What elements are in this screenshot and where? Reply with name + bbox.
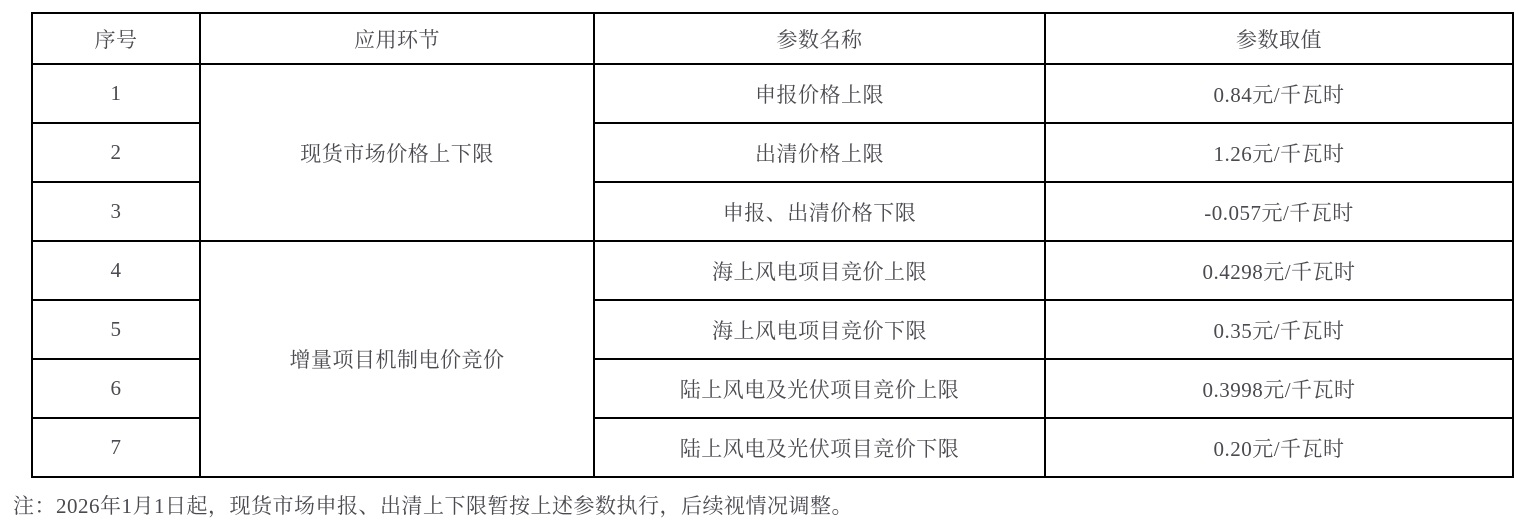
parameters-table — [31, 12, 1514, 478]
parameter-value-cell: 0.4298元/千瓦时 — [1045, 241, 1513, 300]
seq-no-cell: 7 — [32, 418, 200, 477]
parameter-value-cell: -0.057元/千瓦时 — [1045, 182, 1513, 241]
header-application-stage: 应用环节 — [200, 13, 594, 64]
seq-no-cell: 2 — [32, 123, 200, 182]
seq-no-cell: 4 — [32, 241, 200, 300]
header-seq-no: 序号 — [32, 13, 200, 64]
stage-cell-spot-market-limits: 现货市场价格上下限 — [200, 64, 594, 241]
seq-no-cell: 3 — [32, 182, 200, 241]
parameter-name-cell: 申报价格上限 — [594, 64, 1045, 123]
seq-no-cell: 6 — [32, 359, 200, 418]
parameter-name-cell: 海上风电项目竞价上限 — [594, 241, 1045, 300]
table-header-row — [32, 13, 1513, 64]
parameter-name-cell: 陆上风电及光伏项目竞价上限 — [594, 359, 1045, 418]
table-row — [32, 241, 1513, 300]
stage-cell-incremental-project-bidding: 增量项目机制电价竞价 — [200, 241, 594, 477]
seq-no-cell: 1 — [32, 64, 200, 123]
parameter-name-cell: 出清价格上限 — [594, 123, 1045, 182]
parameter-name-cell: 申报、出清价格下限 — [594, 182, 1045, 241]
table-row — [32, 64, 1513, 123]
parameter-value-cell: 1.26元/千瓦时 — [1045, 123, 1513, 182]
footnote: 注：2026年1月1日起，现货市场申报、出清上下限暂按上述参数执行，后续视情况调整。 — [13, 494, 853, 518]
parameter-name-cell: 陆上风电及光伏项目竞价下限 — [594, 418, 1045, 477]
parameter-value-cell: 0.84元/千瓦时 — [1045, 64, 1513, 123]
header-parameter-name: 参数名称 — [594, 13, 1045, 64]
parameter-value-cell: 0.20元/千瓦时 — [1045, 418, 1513, 477]
parameter-name-cell: 海上风电项目竞价下限 — [594, 300, 1045, 359]
seq-no-cell: 5 — [32, 300, 200, 359]
parameter-value-cell: 0.35元/千瓦时 — [1045, 300, 1513, 359]
header-parameter-value: 参数取值 — [1045, 13, 1513, 64]
parameter-value-cell: 0.3998元/千瓦时 — [1045, 359, 1513, 418]
